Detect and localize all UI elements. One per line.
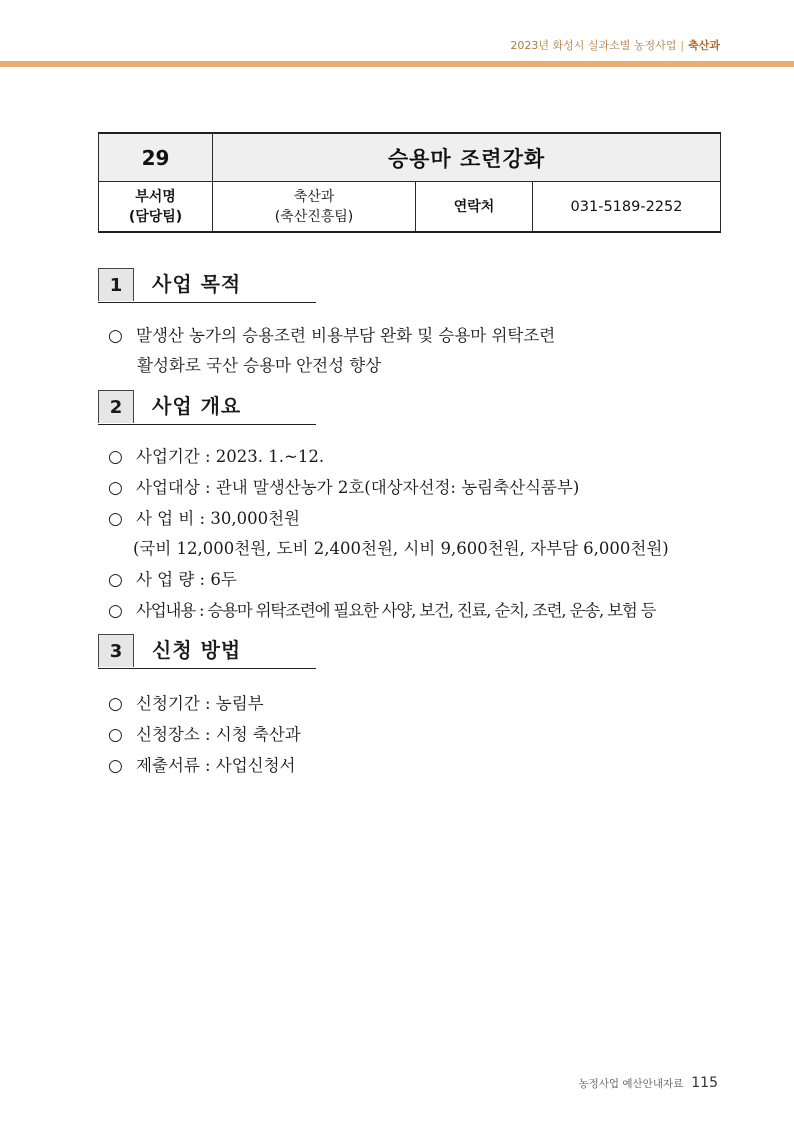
application-documents: ○ 제출서류 : 사업신청서 xyxy=(108,756,296,776)
overview-target: ○ 사업대상 : 관내 말생산농가 2호(대상자선정: 농림축산식품부) xyxy=(108,478,580,498)
running-title: 2023년 화성시 실과소별 농정사업 xyxy=(510,39,677,52)
footer-label: 농정사업 예산안내자료 xyxy=(578,1078,684,1090)
section-number: 2 xyxy=(98,390,134,423)
overview-content: ○ 사업내용 : 승용마 위탁조련에 필요한 사양, 보건, 진료, 순치, 조련, 운송, 보험 등 xyxy=(108,601,656,621)
overview-budget: ○ 사 업 비 : 30,000천원 xyxy=(108,509,300,529)
dept-value-line2: (축산진흥팀) xyxy=(274,208,354,225)
circle-bullet-icon: ○ xyxy=(108,478,123,498)
purpose-line-continued: 활성화로 국산 승용마 안전성 향상 xyxy=(137,356,382,375)
header-separator: | xyxy=(680,39,685,52)
section-title: 사업 목적 xyxy=(152,272,242,296)
page-number: 115 xyxy=(691,1075,718,1091)
dept-label-line1: 부서명 xyxy=(135,188,176,205)
purpose-line: ○ 말생산 농가의 승용조련 비용부담 완화 및 승용마 위탁조련 xyxy=(108,326,556,346)
application-period: ○ 신청기간 : 농림부 xyxy=(108,694,264,714)
overview-budget-breakdown: (국비 12,000천원, 도비 2,400천원, 시비 9,600천원, 자부담 6,000천원) xyxy=(133,539,669,558)
circle-bullet-icon: ○ xyxy=(108,326,123,346)
dept-value-line1: 축산과 xyxy=(293,188,335,205)
dept-value-cell xyxy=(213,182,416,233)
page-footer xyxy=(578,1075,718,1091)
contact-value: 031-5189-2252 xyxy=(533,182,721,233)
section-number: 3 xyxy=(98,634,134,667)
application-place: ○ 신청장소 : 시청 축산과 xyxy=(108,725,301,745)
header-rule xyxy=(0,61,794,67)
section-title: 신청 방법 xyxy=(152,638,242,662)
contact-label: 연락처 xyxy=(416,182,533,233)
section-heading-purpose xyxy=(98,268,316,303)
overview-quantity: ○ 사 업 량 : 6두 xyxy=(108,570,237,590)
section-number: 1 xyxy=(98,268,134,301)
section-title: 사업 개요 xyxy=(152,394,242,418)
circle-bullet-icon: ○ xyxy=(108,694,123,714)
circle-bullet-icon: ○ xyxy=(108,601,122,621)
header-department: 축산과 xyxy=(688,39,720,52)
project-number: 29 xyxy=(99,133,213,182)
dept-label-cell xyxy=(99,182,213,233)
circle-bullet-icon: ○ xyxy=(108,509,123,529)
project-info-table xyxy=(98,132,721,233)
project-title: 승용마 조련강화 xyxy=(213,133,721,182)
running-header xyxy=(510,37,720,53)
circle-bullet-icon: ○ xyxy=(108,756,123,776)
section-heading-overview xyxy=(98,390,316,425)
circle-bullet-icon: ○ xyxy=(108,725,123,745)
circle-bullet-icon: ○ xyxy=(108,447,123,467)
section-heading-application xyxy=(98,634,316,669)
overview-period: ○ 사업기간 : 2023. 1.~12. xyxy=(108,447,325,467)
dept-label-line2: (담당팀) xyxy=(128,208,183,225)
circle-bullet-icon: ○ xyxy=(108,570,123,590)
